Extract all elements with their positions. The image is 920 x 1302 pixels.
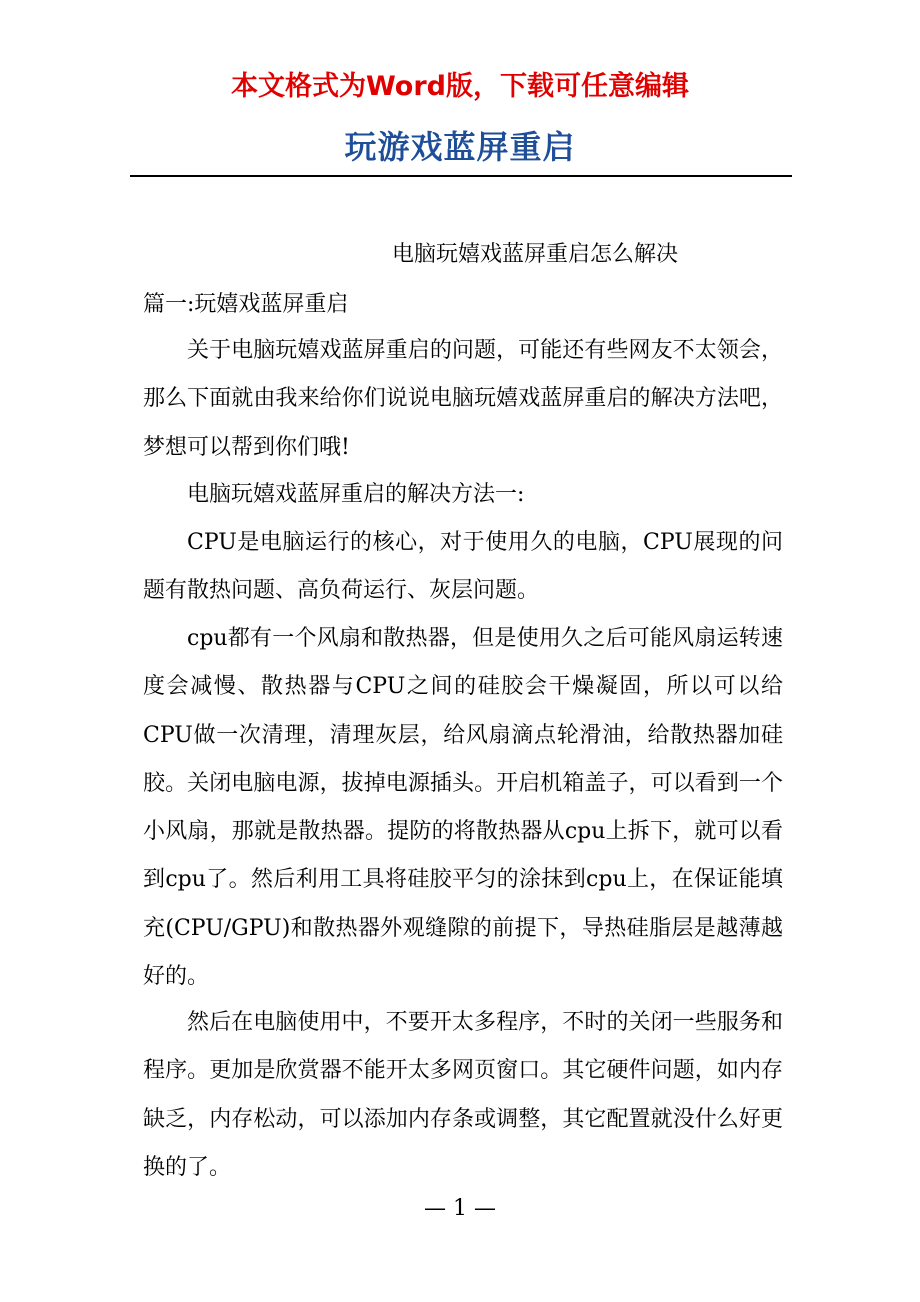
title-divider [130,175,792,177]
paragraph-method-heading: 电脑玩嬉戏蓝屏重启的解决方法一: [187,482,525,507]
article-title: 电脑玩嬉戏蓝屏重启怎么解决 [391,242,678,267]
format-notice: 本文格式为Word版，下载可任意编辑 [230,71,689,102]
paragraph-cpu-core: CPU是电脑运行的核心，对于使用久的电脑，CPU展现的问题有散热问题、高负荷运行、灰层问题。 [143,530,783,604]
document-title: 玩游戏蓝屏重启 [344,128,576,166]
paragraph-intro: 关于电脑玩嬉戏蓝屏重启的问题，可能还有些网友不太领会，那么下面就由我来给你们说说电脑玩嬉戏蓝屏重启的解决方法吧，梦想可以帮到你们哦! [143,338,783,460]
page-number: — 1 — [424,1196,496,1221]
section-heading: 篇一:玩嬉戏蓝屏重启 [143,292,349,317]
paragraph-cpu-cooling: cpu都有一个风扇和散热器，但是使用久之后可能风扇运转速度会减慢、散热器与CPU之间的硅胶会干燥凝固，所以可以给CPU做一次清理，清理灰层，给风扇滴点轮滑油，给散热器加硅胶。关闭电脑电源，拔掉电源插头。开启机箱盖子，可以看到一个小风扇，那就是散热器。提防的将散热器从cpu上拆下，就可以看到cpu了。然后利用工具将硅胶平匀的涂抹到cpu上，在保证能填充(CPU/GPU)和散热器外观缝隙的前提下，导热硅脂层是越薄越好的。 [143,626,783,990]
paragraph-usage-tips: 然后在电脑使用中，不要开太多程序，不时的关闭一些服务和程序。更加是欣赏器不能开太多网页窗口。其它硬件问题，如内存缺乏，内存松动，可以添加内存条或调整，其它配置就没什么好更换的了。 [143,1010,783,1180]
